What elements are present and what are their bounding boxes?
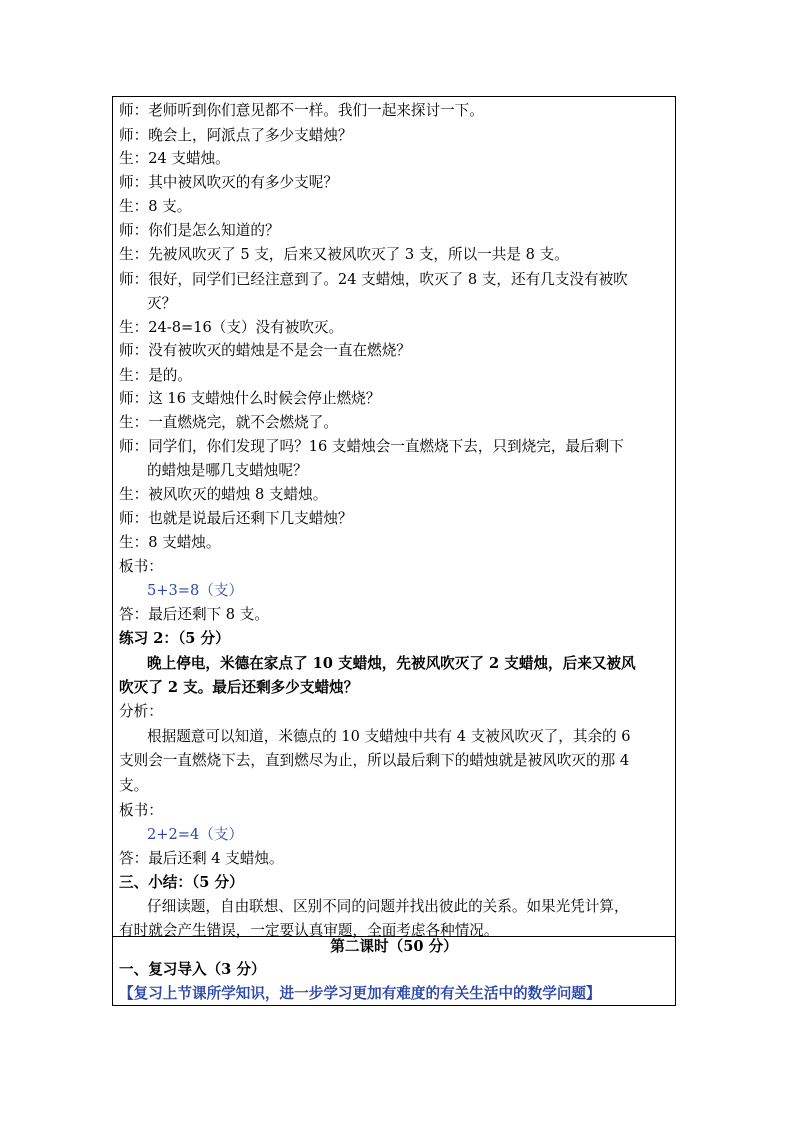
exercise-problem: 吹灭了 2 支。最后还剩多少支蜡烛？ bbox=[119, 679, 359, 696]
dialogue-line: 师：老师听到你们意见都不一样。我们一起来探讨一下。 bbox=[119, 102, 484, 119]
summary-heading: 三、小结：（5 分） bbox=[119, 874, 244, 891]
exercise-problem: 晚上停电，米德在家点了 10 支蜡烛，先被风吹灭了 2 支蜡烛，后来又被风 bbox=[147, 655, 636, 672]
dialogue-line: 师：你们是怎么知道的？ bbox=[119, 222, 280, 239]
answer-line: 答：最后还剩 4 支蜡烛。 bbox=[119, 850, 284, 867]
dialogue-line: 师：没有被吹灭的蜡烛是不是会一直在燃烧？ bbox=[119, 342, 411, 359]
dialogue-line: 生：8 支。 bbox=[119, 198, 192, 215]
dialogue-line: 师：这 16 支蜡烛什么时候会停止燃烧？ bbox=[119, 390, 381, 407]
summary-text: 仔细读题，自由联想、区别不同的问题并找出彼此的关系。如果光凭计算， bbox=[147, 898, 629, 915]
analysis-label: 分析： bbox=[119, 703, 163, 720]
summary-text: 有时就会产生错误，一定要认真审题，全面考虑各种情况。 bbox=[119, 922, 499, 939]
lesson-table bbox=[112, 96, 676, 1006]
dialogue-line: 生：被风吹灭的蜡烛 8 支蜡烛。 bbox=[119, 486, 328, 503]
analysis-text: 支则会一直燃烧下去，直到燃尽为止，所以最后剩下的蜡烛就是被风吹灭的那 4 bbox=[119, 752, 630, 769]
exercise-heading: 练习 2：（5 分） bbox=[119, 630, 230, 647]
board-label: 板书： bbox=[119, 802, 163, 819]
review-heading: 一、复习导入（3 分） bbox=[119, 961, 266, 978]
dialogue-line: 师：晚会上，阿派点了多少支蜡烛？ bbox=[119, 127, 353, 144]
board-equation: 5+3=8（支） bbox=[147, 582, 244, 599]
board-label: 板书： bbox=[119, 558, 163, 575]
lesson-content-cell bbox=[113, 97, 675, 939]
analysis-text: 根据题意可以知道，米德点的 10 支蜡烛中共有 4 支被风吹灭了，其余的 6 bbox=[147, 728, 631, 745]
dialogue-line: 师：其中被风吹灭的有多少支呢？ bbox=[119, 174, 338, 191]
dialogue-line: 的蜡烛是哪几支蜡烛呢？ bbox=[147, 462, 308, 479]
dialogue-line: 生：8 支蜡烛。 bbox=[119, 534, 221, 551]
answer-line: 答：最后还剩下 8 支。 bbox=[119, 606, 269, 623]
board-equation: 2+2=4（支） bbox=[147, 826, 244, 843]
second-lesson-title: 第二课时（50 分） bbox=[330, 938, 458, 955]
dialogue-line: 生：24-8=16（支）没有被吹灭。 bbox=[119, 319, 344, 336]
analysis-text: 支。 bbox=[119, 777, 149, 794]
dialogue-line: 生：是的。 bbox=[119, 367, 192, 384]
dialogue-line: 师：很好，同学们已经注意到了。24 支蜡烛，吹灭了 8 支，还有几支没有被吹 bbox=[119, 271, 628, 288]
dialogue-line: 生：24 支蜡烛。 bbox=[119, 150, 230, 167]
dialogue-line: 生：先被风吹灭了 5 支，后来又被风吹灭了 3 支，所以一共是 8 支。 bbox=[119, 246, 569, 263]
dialogue-line: 师：同学们，你们发现了吗？16 支蜡烛会一直燃烧下去，只到烧完，最后剩下 bbox=[119, 438, 624, 455]
second-lesson-cell bbox=[113, 936, 675, 1006]
dialogue-line: 生：一直燃烧完，就不会燃烧了。 bbox=[119, 414, 338, 431]
dialogue-line: 灭？ bbox=[147, 295, 177, 312]
review-goal: 【复习上节课所学知识，进一步学习更加有难度的有关生活中的数学问题】 bbox=[119, 985, 601, 1002]
dialogue-line: 师：也就是说最后还剩下几支蜡烛？ bbox=[119, 510, 353, 527]
